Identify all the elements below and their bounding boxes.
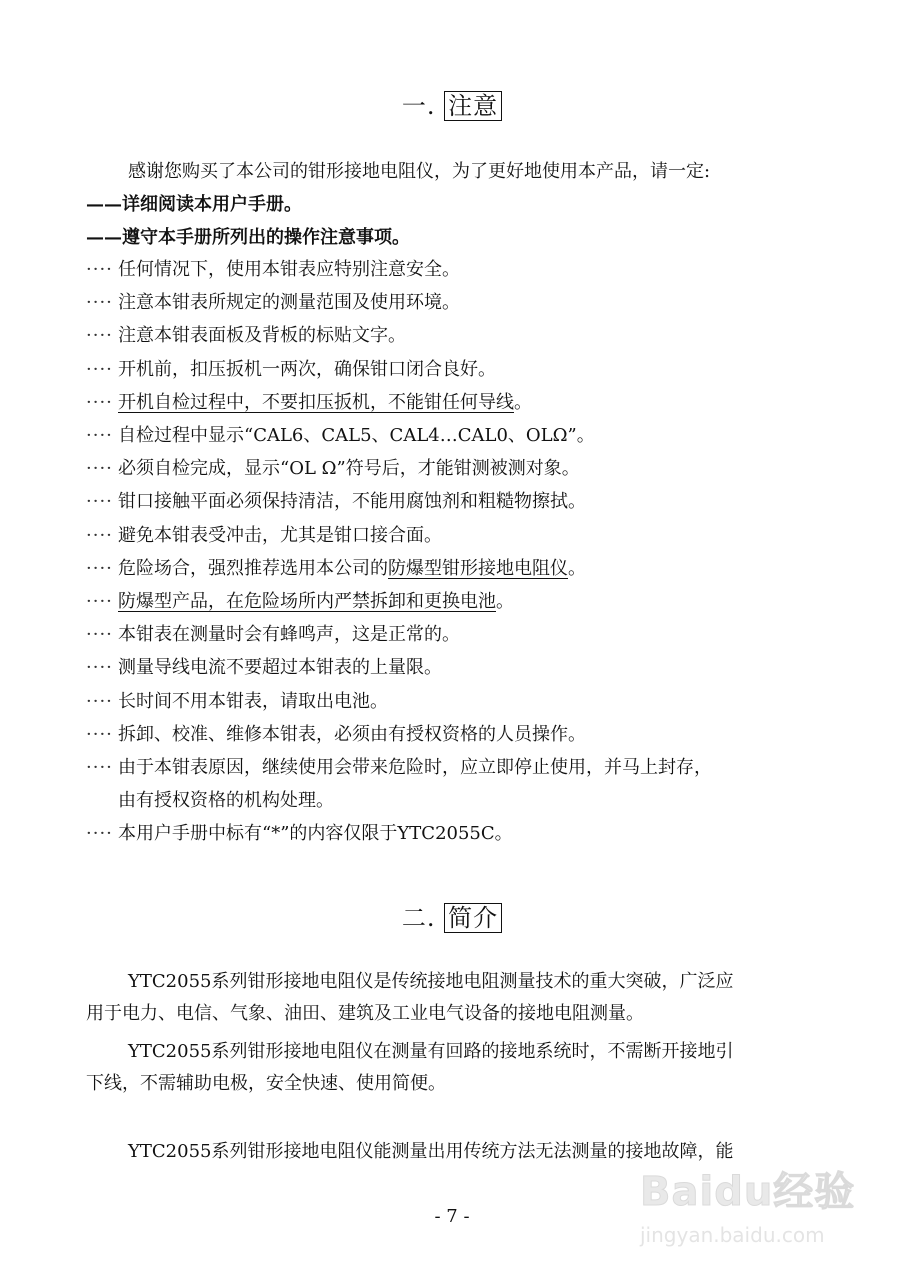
intro-paragraph-line: YTC2055系列钳形接地电阻仪是传统接地电阻测量技术的重大突破，广泛应 bbox=[128, 971, 734, 992]
bold-instruction: ——遵守本手册所列出的操作注意事项。 bbox=[86, 227, 410, 248]
bullet-dots: ···· bbox=[86, 724, 113, 745]
notice-item bbox=[86, 258, 460, 282]
bullet-dots: ···· bbox=[86, 458, 113, 479]
notice-text-underlined: 开机自检过程中，不要扣压扳机，不能钳任何导线 bbox=[118, 392, 514, 413]
notice-item bbox=[86, 656, 442, 680]
notice-text: 本钳表在测量时会有蜂鸣声，这是正常的。 bbox=[118, 624, 460, 645]
section-title: 简介 bbox=[444, 903, 502, 933]
watermark-logo: Baidu经验 bbox=[640, 1169, 856, 1215]
notice-text: 注意本钳表面板及背板的标贴文字。 bbox=[118, 325, 406, 346]
notice-item-continuation: 由有授权资格的机构处理。 bbox=[118, 790, 334, 811]
notice-item bbox=[86, 590, 514, 614]
bullet-dots: ···· bbox=[86, 359, 113, 380]
notice-text: 危险场合，强烈推荐选用本公司的 bbox=[118, 558, 388, 579]
notice-item bbox=[86, 623, 460, 647]
notice-text: 开机前，扣压扳机一两次，确保钳口闭合良好。 bbox=[118, 359, 496, 380]
intro-paragraph-line: YTC2055系列钳形接地电阻仪能测量出用传统方法无法测量的接地故障，能 bbox=[128, 1141, 734, 1162]
notice-item bbox=[86, 822, 513, 846]
baidu-watermark bbox=[640, 1160, 860, 1260]
notice-item bbox=[86, 756, 712, 780]
notice-text: 任何情况下，使用本钳表应特别注意安全。 bbox=[118, 259, 460, 280]
section-heading-2 bbox=[0, 902, 904, 934]
notice-item bbox=[86, 424, 595, 448]
notice-text-tail: 。 bbox=[496, 591, 514, 612]
notice-item bbox=[86, 457, 580, 481]
notice-text-underlined: 防爆型钳形接地电阻仪 bbox=[388, 558, 568, 579]
notice-text: 必须自检完成，显示“OL Ω”符号后，才能钳测被测对象。 bbox=[118, 458, 580, 479]
bold-instruction: ——详细阅读本用户手册。 bbox=[86, 194, 302, 215]
notice-item bbox=[86, 391, 532, 415]
bullet-dots: ···· bbox=[86, 591, 113, 612]
notice-text: 测量导线电流不要超过本钳表的上量限。 bbox=[118, 657, 442, 678]
bullet-dots: ···· bbox=[86, 558, 113, 579]
watermark-url: jingyan.baidu.com bbox=[640, 1223, 825, 1247]
notice-text: 由于本钳表原因，继续使用会带来危险时，应立即停止使用，并马上封存， bbox=[118, 757, 712, 778]
page-number: - 7 - bbox=[434, 1206, 470, 1227]
notice-text: 注意本钳表所规定的测量范围及使用环境。 bbox=[118, 292, 460, 313]
notice-item bbox=[86, 324, 406, 348]
notice-item bbox=[86, 358, 496, 382]
intro-paragraph-line: 下线，不需辅助电极，安全快速、使用简便。 bbox=[86, 1073, 446, 1094]
intro-paragraph: 感谢您购买了本公司的钳形接地电阻仪，为了更好地使用本产品，请一定: bbox=[128, 161, 711, 182]
bullet-dots: ···· bbox=[86, 392, 113, 413]
notice-item bbox=[86, 291, 460, 315]
bullet-dots: ···· bbox=[86, 823, 113, 844]
notice-text: 钳口接触平面必须保持清洁，不能用腐蚀剂和粗糙物擦拭。 bbox=[118, 491, 586, 512]
bullet-dots: ···· bbox=[86, 525, 113, 546]
notice-text-tail: 。 bbox=[514, 392, 532, 413]
bullet-dots: ···· bbox=[86, 259, 113, 280]
bullet-dots: ···· bbox=[86, 624, 113, 645]
bullet-dots: ···· bbox=[86, 657, 113, 678]
bullet-dots: ···· bbox=[86, 757, 113, 778]
notice-item bbox=[86, 490, 586, 514]
notice-item bbox=[86, 723, 586, 747]
section-number: 二. bbox=[401, 904, 436, 932]
notice-text: 避免本钳表受冲击，尤其是钳口接合面。 bbox=[118, 525, 442, 546]
notice-text: 长时间不用本钳表，请取出电池。 bbox=[118, 691, 388, 712]
notice-item bbox=[86, 524, 442, 548]
notice-item bbox=[86, 690, 388, 714]
bullet-dots: ···· bbox=[86, 491, 113, 512]
intro-paragraph-line: YTC2055系列钳形接地电阻仪在测量有回路的接地系统时，不需断开接地引 bbox=[128, 1041, 734, 1062]
bullet-dots: ···· bbox=[86, 325, 113, 346]
bullet-dots: ···· bbox=[86, 425, 113, 446]
notice-text: 拆卸、校准、维修本钳表，必须由有授权资格的人员操作。 bbox=[118, 724, 586, 745]
notice-text-tail: 。 bbox=[568, 558, 586, 579]
intro-paragraph-line: 用于电力、电信、气象、油田、建筑及工业电气设备的接地电阻测量。 bbox=[86, 1003, 644, 1024]
bullet-dots: ···· bbox=[86, 292, 113, 313]
notice-text-underlined: 防爆型产品，在危险场所内严禁拆卸和更换电池 bbox=[118, 591, 496, 612]
notice-text: 本用户手册中标有“*”的内容仅限于YTC2055C。 bbox=[118, 823, 513, 844]
notice-text: 自检过程中显示“CAL6、CAL5、CAL4…CAL0、OLΩ”。 bbox=[118, 425, 595, 446]
bullet-dots: ···· bbox=[86, 691, 113, 712]
section-number: 一. bbox=[401, 92, 436, 120]
notice-item bbox=[86, 557, 586, 581]
section-title: 注意 bbox=[444, 91, 502, 121]
section-heading-1 bbox=[0, 90, 904, 122]
